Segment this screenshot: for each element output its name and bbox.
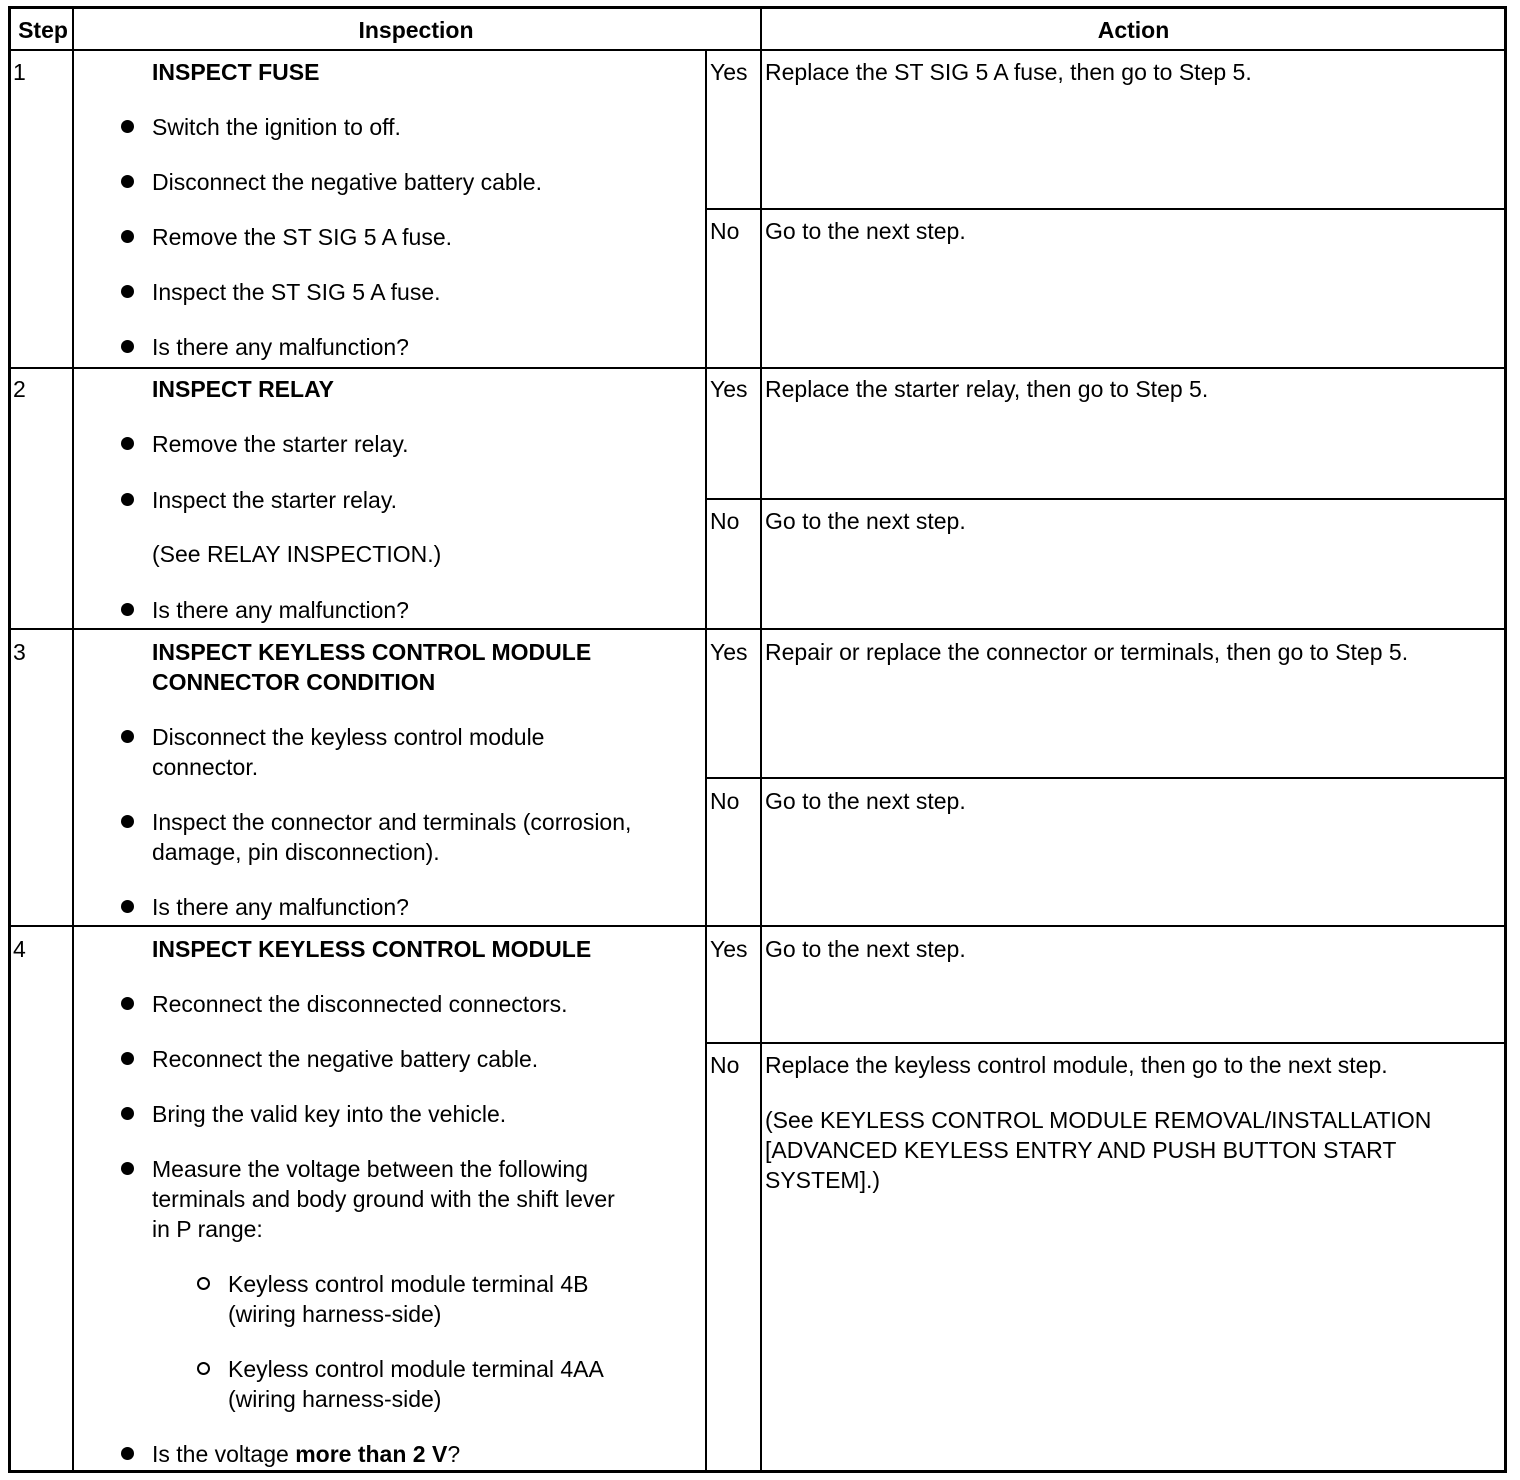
step-number: 2	[13, 376, 26, 402]
check-item: Inspect the starter relay.	[152, 487, 398, 513]
col-divider-action	[760, 9, 762, 1470]
bullet-icon	[121, 1162, 134, 1175]
col-divider-step	[72, 9, 74, 1470]
sub-item-line: (wiring harness-side)	[228, 1386, 442, 1412]
check-item-line: Inspect the connector and terminals (corrosion,	[152, 809, 632, 835]
yesno-divider-step1	[705, 208, 1504, 210]
bullet-icon	[121, 285, 134, 298]
header-step	[14, 9, 72, 51]
yes-label: Yes	[710, 59, 748, 85]
no-label: No	[710, 508, 740, 534]
bullet-icon	[121, 730, 134, 743]
voltage-question-post: ?	[447, 1441, 461, 1467]
check-item-line: connector.	[152, 754, 259, 780]
step-title-line: INSPECT KEYLESS CONTROL MODULE	[152, 639, 592, 665]
step-title: INSPECT FUSE	[152, 59, 320, 85]
sub-item-line: (wiring harness-side)	[228, 1301, 442, 1327]
yesno-divider-step4	[705, 1042, 1504, 1044]
yes-action: Replace the ST SIG 5 A fuse, then go to Step 5.	[765, 59, 1252, 85]
inspection-table	[8, 6, 1507, 1473]
step-number: 3	[13, 639, 26, 665]
voltage-threshold: more than 2 V	[295, 1441, 448, 1467]
check-item: Remove the ST SIG 5 A fuse.	[152, 224, 453, 250]
no-label: No	[710, 218, 740, 244]
sub-bullet-icon	[197, 1277, 210, 1290]
sub-item-line: Keyless control module terminal 4B	[228, 1271, 589, 1297]
yes-label: Yes	[710, 376, 748, 402]
header-inspection-label: Inspection	[358, 16, 474, 43]
bullet-icon	[121, 1107, 134, 1120]
check-item-line: Measure the voltage between the following	[152, 1156, 589, 1182]
check-item: Is there any malfunction?	[152, 597, 409, 623]
bullet-icon	[121, 437, 134, 450]
check-item-line: terminals and body ground with the shift lever	[152, 1186, 615, 1212]
step-number: 4	[13, 936, 26, 962]
header-action-label: Action	[1097, 16, 1170, 43]
col-divider-yesno	[705, 51, 707, 1470]
bullet-icon	[121, 230, 134, 243]
no-label: No	[710, 788, 740, 814]
no-action: Replace the keyless control module, then go to the next step.	[765, 1052, 1388, 1078]
no-action: Go to the next step.	[765, 218, 966, 244]
yes-action: Go to the next step.	[765, 936, 966, 962]
bullet-icon	[121, 603, 134, 616]
header-step-label: Step	[18, 16, 68, 43]
row-divider-step3	[11, 925, 1504, 927]
check-item: Switch the ignition to off.	[152, 114, 401, 140]
check-item-line: Reconnect the disconnected connectors.	[152, 991, 568, 1017]
yesno-divider-step3	[705, 777, 1504, 779]
check-item: Inspect the ST SIG 5 A fuse.	[152, 279, 441, 305]
yesno-divider-step2	[705, 498, 1504, 500]
no-note-line: [ADVANCED KEYLESS ENTRY AND PUSH BUTTON START	[765, 1137, 1397, 1163]
reference-note: (See RELAY INSPECTION.)	[152, 541, 442, 567]
no-note-line: SYSTEM].)	[765, 1167, 881, 1193]
voltage-question	[152, 1439, 460, 1469]
voltage-question-pre: Is the voltage	[152, 1441, 296, 1467]
header-action	[761, 9, 1506, 51]
step-title: INSPECT RELAY	[152, 376, 334, 402]
no-note-line: (See KEYLESS CONTROL MODULE REMOVAL/INSTALLATION	[765, 1107, 1432, 1133]
bullet-icon	[121, 120, 134, 133]
yes-action: Repair or replace the connector or terminals, then go to Step 5.	[765, 639, 1409, 665]
bullet-icon	[121, 340, 134, 353]
check-item: Disconnect the negative battery cable.	[152, 169, 542, 195]
no-label: No	[710, 1052, 740, 1078]
bullet-icon	[121, 997, 134, 1010]
row-divider-step1	[11, 367, 1504, 369]
check-item-line: damage, pin disconnection).	[152, 839, 440, 865]
yes-action: Replace the starter relay, then go to Step 5.	[765, 376, 1209, 402]
sub-item-line: Keyless control module terminal 4AA	[228, 1356, 604, 1382]
step-number: 1	[13, 59, 26, 85]
check-item: Is there any malfunction?	[152, 334, 409, 360]
check-item-line: in P range:	[152, 1216, 263, 1242]
sub-bullet-icon	[197, 1362, 210, 1375]
bullet-icon	[121, 493, 134, 506]
yes-label: Yes	[710, 639, 748, 665]
bullet-icon	[121, 900, 134, 913]
yes-label: Yes	[710, 936, 748, 962]
bullet-icon	[121, 1447, 134, 1460]
row-divider-header	[11, 49, 1504, 51]
header-inspection	[73, 9, 759, 51]
no-action: Go to the next step.	[765, 508, 966, 534]
check-item-line: Is there any malfunction?	[152, 894, 409, 920]
check-item-line: Bring the valid key into the vehicle.	[152, 1101, 507, 1127]
check-item-line: Reconnect the negative battery cable.	[152, 1046, 539, 1072]
no-action: Go to the next step.	[765, 788, 966, 814]
bullet-icon	[121, 175, 134, 188]
check-item-line: Disconnect the keyless control module	[152, 724, 545, 750]
bullet-icon	[121, 1052, 134, 1065]
step-title: INSPECT KEYLESS CONTROL MODULE	[152, 936, 592, 962]
row-divider-step2	[11, 628, 1504, 630]
step-title-line: CONNECTOR CONDITION	[152, 669, 436, 695]
bullet-icon	[121, 815, 134, 828]
check-item: Remove the starter relay.	[152, 431, 409, 457]
